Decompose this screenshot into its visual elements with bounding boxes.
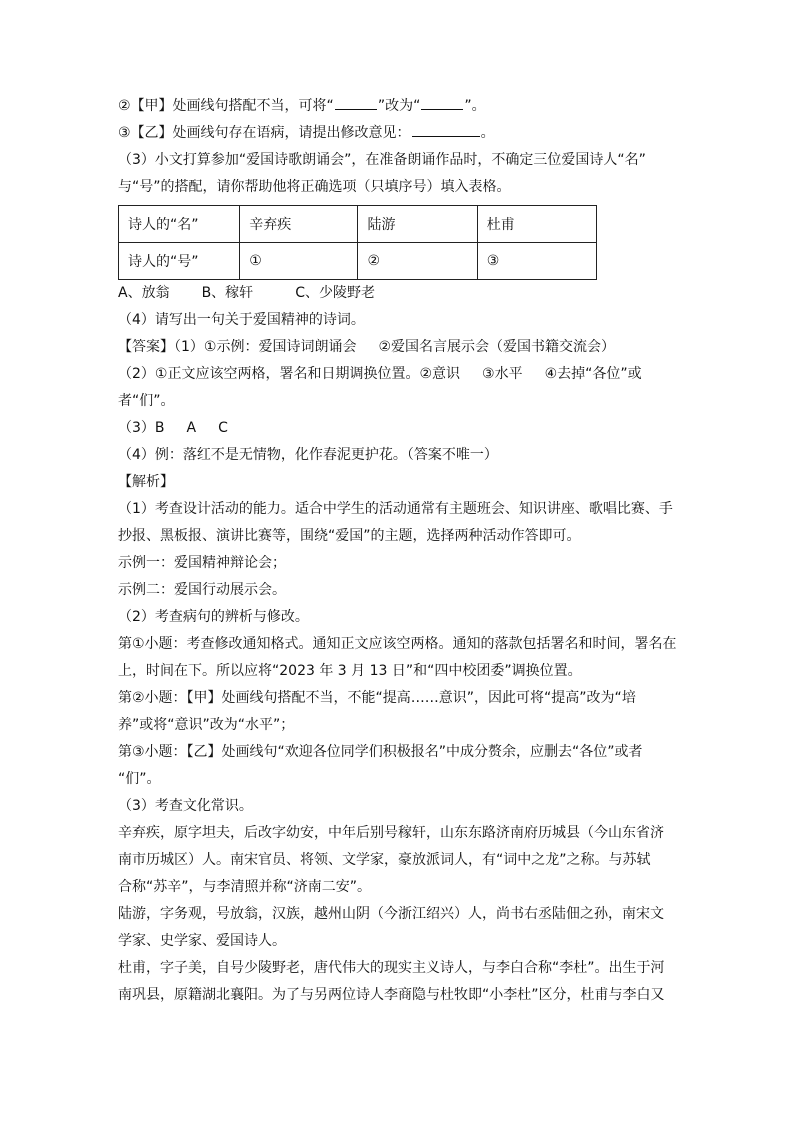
answer-heading-text: 【答案】（1）①示例：爱国诗词朗诵会 (118, 339, 357, 355)
poet-table (118, 205, 597, 280)
table-header-hao: 诗人的“号” (119, 243, 240, 280)
q2-item3-text-b: 。 (480, 125, 495, 141)
q2-item2-line (118, 96, 486, 116)
table-cell-poet: 杜甫 (477, 206, 596, 243)
analysis-line: 合称“苏辛”，与李清照并称“济南二安”。 (118, 879, 372, 895)
answer-line2 (118, 364, 642, 384)
q3-options-line (118, 283, 375, 303)
answer-text: ④去掉“各位”或 (544, 366, 642, 382)
table-cell-slot: ② (358, 243, 477, 280)
table-cell-slot: ① (240, 243, 358, 280)
q3-prompt-line1: （3）小文打算参加“爱国诗歌朗诵会”，在准备朗诵作品时，不确定三位爱国诗人“名” (118, 152, 646, 168)
answer-text: ③水平 (482, 366, 523, 382)
table-cell-poet: 辛弃疾 (240, 206, 358, 243)
analysis-line: 辛弃疾，原字坦夫，后改字幼安，中年后别号稼轩，山东东路济南府历城县（今山东省济 (118, 825, 664, 841)
answer-line1 (118, 337, 615, 357)
analysis-line: 杜甫，字子美，自号少陵野老，唐代伟大的现实主义诗人，与李白合称“李杜”。出生于河 (118, 960, 665, 976)
q2-item2-text-b: ”改为“ (377, 98, 421, 114)
analysis-line: 抄报、黑板报、演讲比赛等，围绕“爱国”的主题，选择两种活动作答即可。 (118, 528, 581, 544)
answer-text: C (218, 420, 228, 436)
answer-line4 (118, 418, 228, 438)
analysis-line: 第①小题：考查修改通知格式。通知正文应该空两格。通知的落款包括署名和时间，署名在 (118, 636, 677, 652)
option-a: A、放翁 (118, 285, 170, 301)
q3-prompt-line2: 与“号”的搭配，请你帮助他将正确选项（只填序号）填入表格。 (118, 179, 511, 195)
option-c: C、少陵野老 (295, 285, 375, 301)
answer-blank (335, 96, 377, 110)
table-row (119, 243, 597, 280)
table-header-name: 诗人的“名” (119, 206, 240, 243)
answer-text: （2）①正文应该空两格，署名和日期调换位置。②意识 (118, 366, 461, 382)
analysis-line: （1）考查设计活动的能力。适合中学生的活动通常有主题班会、知识讲座、歌唱比赛、手 (118, 501, 673, 517)
table-cell-slot: ③ (477, 243, 596, 280)
table-cell-poet: 陆游 (358, 206, 477, 243)
analysis-line: 第③小题：【乙】处画线句“欢迎各位同学们积极报名”中成分赘余，应删去“各位”或者 (118, 744, 643, 760)
analysis-heading: 【解析】 (118, 474, 174, 490)
analysis-line: （2）考查病句的辨析与修改。 (118, 609, 309, 625)
answer-blank (412, 123, 480, 137)
answer-line5: （4）例：落红不是无情物，化作春泥更护花。（答案不唯一） (118, 447, 498, 463)
q2-item3-line (118, 123, 495, 143)
analysis-line: 养”或将“意识”改为“水平”； (118, 717, 295, 733)
q2-item3-text-a: ③【乙】处画线句存在语病，请提出修改意见： (118, 125, 411, 141)
analysis-line: “们”。 (118, 771, 161, 787)
table-row (119, 206, 597, 243)
analysis-line: 示例一：爱国精神辩论会； (118, 555, 286, 571)
analysis-line: 示例二：爱国行动展示会。 (118, 582, 286, 598)
analysis-line: 南巩县，原籍湖北襄阳。为了与另两位诗人李商隐与杜牧即“小李杜”区分，杜甫与李白又 (118, 987, 665, 1003)
analysis-line: 上，时间在下。所以应将“2023 年 3 月 13 日”和“四中校团委”调换位置。 (118, 663, 582, 679)
answer-text: ②爱国名言展示会（爱国书籍交流会） (378, 339, 616, 355)
analysis-line: 学家、史学家、爱国诗人。 (118, 933, 286, 949)
analysis-line: 陆游，字务观，号放翁，汉族，越州山阴（今浙江绍兴）人，尚书右丞陆佃之孙，南宋文 (118, 906, 664, 922)
analysis-line: 第②小题：【甲】处画线句搭配不当，不能“提高……意识”，因此可将“提高”改为“培 (118, 690, 636, 706)
answer-text: （3）B (118, 420, 165, 436)
analysis-line: （3）考查文化常识。 (118, 798, 253, 814)
option-b: B、稼轩 (201, 285, 254, 301)
analysis-line: 南市历城区）人。南宋官员、将领、文学家，豪放派词人，有“词中之龙”之称。与苏轼 (118, 852, 651, 868)
q4-prompt: （4）请写出一句关于爱国精神的诗词。 (118, 312, 365, 328)
answer-text: A (186, 420, 197, 436)
answer-line3: 者“们”。 (118, 393, 175, 409)
q2-item2-text-a: ②【甲】处画线句搭配不当，可将“ (118, 98, 334, 114)
q2-item2-text-c: ”。 (464, 98, 486, 114)
answer-blank (421, 96, 463, 110)
